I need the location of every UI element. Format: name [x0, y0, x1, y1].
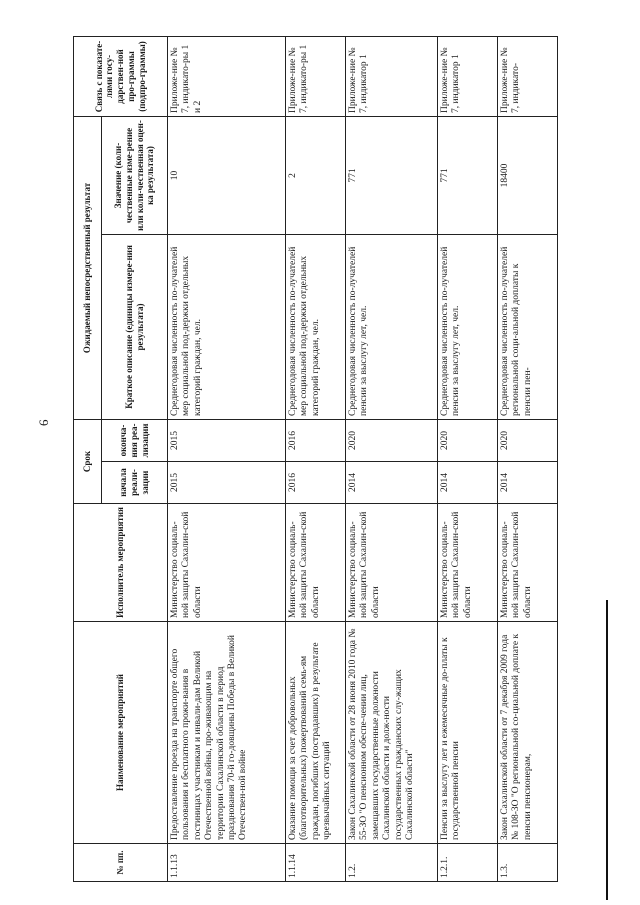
row-executor: Министерство социаль-ной защиты Сахалин-ской области	[168, 504, 286, 622]
rotated-table-container	[73, 37, 613, 882]
row-num: 1.3.	[498, 844, 558, 882]
row-end: 2020	[346, 419, 438, 461]
row-link: Приложе-ние № 7, индикато-	[498, 36, 558, 116]
header-term: Срок	[74, 419, 102, 503]
row-end: 2020	[498, 419, 558, 461]
row-start: 2014	[498, 462, 558, 504]
row-start: 2014	[438, 462, 498, 504]
row-name: Закон Сахалинской области от 7 декабря 2009 года № 108-ЗО "О региональной со-циальной доплате к пенсии пенсионерам,	[498, 622, 558, 844]
row-name: Закон Сахалинской области от 28 июня 2010 года № 55-ЗО "О пенсионном обеспе-чении лиц, замещавших государственные должности Сахалинской области и долж-ности государственных гражданских слу-жащих Сахалинской области"	[346, 622, 438, 844]
header-num: № пп.	[74, 844, 168, 882]
row-link: Приложе-ние № 7, индикатор 1	[346, 36, 438, 116]
table-row	[438, 36, 498, 881]
header-result: Ожидаемый непосредственный результат	[74, 116, 102, 419]
row-name: Оказание помощи за счет добровольных (благотворительных) пожертвований семь-ям граждан, погибших (пострадавших) в результате чрезвычайных ситуаций	[286, 622, 346, 844]
row-desc: Среднегодовая численность по-лучателей пенсии за выслугу лет, чел.	[346, 234, 438, 419]
row-start: 2014	[346, 462, 438, 504]
header-executor: Исполнитель мероприятия	[74, 504, 168, 622]
row-end: 2016	[286, 419, 346, 461]
row-num: 1.1.14	[286, 844, 346, 882]
table-row	[286, 36, 346, 881]
row-name: Пенсии за выслугу лет и ежемесячные до-платы к государственной пенсии	[438, 622, 498, 844]
table-row	[498, 36, 558, 881]
header-link: Связь с показате-лями госу-дарствен-ной про-граммы (подпро-граммы)	[74, 36, 168, 116]
page-number: 6	[36, 419, 51, 426]
row-executor: Министерство социаль-ной защиты Сахалин-ской области	[438, 504, 498, 622]
row-desc: Среднегодовая численность по-лучателей мер социальной под-держки отдельных категорий граждан, чел.	[168, 234, 286, 419]
row-desc: Среднегодовая численность по-лучателей мер социальной под-держки отдельных категорий граждан, чел.	[286, 234, 346, 419]
header-result-value: Значение (коли-чественные изме-рение или коли-чественная оцен-ка результата)	[102, 116, 168, 234]
row-end: 2015	[168, 419, 286, 461]
row-end: 2020	[438, 419, 498, 461]
row-executor: Министерство социаль-ной защиты Сахалин-ской области	[286, 504, 346, 622]
scan-edge-line	[606, 600, 608, 900]
row-link: Приложе-ние № 7, индикато-ры 1 и 2	[168, 36, 286, 116]
measures-table	[73, 36, 558, 882]
row-value: 771	[438, 116, 498, 234]
row-value: 771	[346, 116, 438, 234]
row-desc: Среднегодовая численность по-лучателей региональной соци-альной доплаты к пенсии пен-	[498, 234, 558, 419]
row-desc: Среднегодовая численность по-лучателей пенсии за выслугу лет, чел.	[438, 234, 498, 419]
row-num: 1.2.1.	[438, 844, 498, 882]
row-executor: Министерство социаль-ной защиты Сахалин-ской области	[498, 504, 558, 622]
row-name: Предоставление проезда на транспорте общего пользования и бесплатного прожи-вания в гостиницах участникам и инвали-дам Великой Отечественной войны, про-живающим на территории Сахалинской области в период празднования 70-й го-довщины Победы в Великой Отечествен-ной войне	[168, 622, 286, 844]
row-value: 2	[286, 116, 346, 234]
row-num: 1.1.13	[168, 844, 286, 882]
row-num: 1.2.	[346, 844, 438, 882]
row-link: Приложе-ние № 7, индикато-ры 1	[286, 36, 346, 116]
row-start: 2016	[286, 462, 346, 504]
row-value: 18400	[498, 116, 558, 234]
row-start: 2015	[168, 462, 286, 504]
table-row	[346, 36, 438, 881]
row-value: 10	[168, 116, 286, 234]
header-term-start: начала реали-зации	[102, 462, 168, 504]
header-result-desc: Краткое описание (единицы измере-ния результата)	[102, 234, 168, 419]
header-term-end: оконча-ния реа-лизации	[102, 419, 168, 461]
row-executor: Министерство социаль-ной защиты Сахалин-ской области	[346, 504, 438, 622]
header-name: Наименование мероприятий	[74, 622, 168, 844]
row-link: Приложе-ние № 7, индикатор 1	[438, 36, 498, 116]
table-row	[168, 36, 286, 881]
